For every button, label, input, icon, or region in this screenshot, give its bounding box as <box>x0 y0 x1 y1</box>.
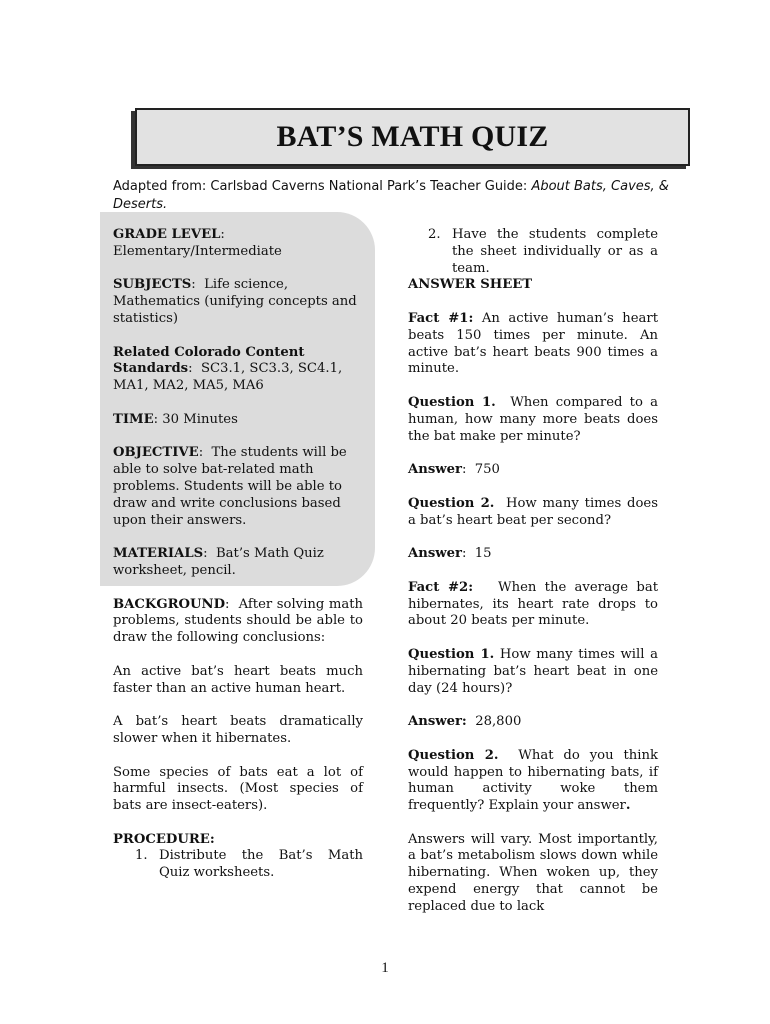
materials: MATERIALS: Bat’s Math Quiz worksheet, pencil. <box>113 546 324 578</box>
background-value: After solving math problems, students should be able to draw the following conclusions: <box>113 596 363 646</box>
left-column <box>113 227 363 882</box>
answer-label: Answer <box>408 546 462 562</box>
answers-will-vary: Answers will vary. Most importantly, a bat’s metabolism slows down while hibernating. When woken up, they expend energy that cannot be replaced due to lack <box>408 831 658 914</box>
grade-value: Elementary/Intermediate <box>113 243 282 259</box>
background: BACKGROUND: After solving math problems, students should be able to draw the following conclusions: <box>113 596 363 646</box>
question-label: Question 2. <box>408 747 499 763</box>
materials-label: MATERIALS <box>113 546 204 562</box>
question-end: . <box>625 798 631 814</box>
answer-value: 28,800 <box>475 714 522 730</box>
question-label: Question 2. <box>408 495 495 511</box>
adapted-source: About Bats, Caves, & Deserts. <box>113 179 669 212</box>
procedure-step <box>408 227 658 277</box>
page-number: 1 <box>381 960 389 976</box>
answer-label: Answer <box>408 462 462 478</box>
answer-value: 15 <box>474 546 492 562</box>
procedure-step <box>113 848 363 882</box>
standards-value: SC3.1, SC3.3, SC4.1, MA1, MA2, MA5, MA6 <box>113 361 343 394</box>
standards-label: Related Colorado Content Standards <box>113 344 305 377</box>
subjects: SUBJECTS: Life science, Mathematics (unifying concepts and statistics) <box>113 277 357 326</box>
background-label: BACKGROUND <box>113 596 226 612</box>
conclusion-1: An active bat’s heart beats much faster than an active human heart. <box>113 663 363 696</box>
objective-label: OBJECTIVE <box>113 445 199 461</box>
fact-1-answer-2: Answer: 15 <box>408 546 492 562</box>
question-label: Question 1. <box>408 646 495 662</box>
step-text: Distribute the Bat’s Math Quiz worksheets. <box>159 848 363 881</box>
fact-1-label: Fact #1: <box>408 310 474 326</box>
answer-label: Answer: <box>408 714 467 730</box>
right-column <box>408 227 658 916</box>
subjects-value: Life science, Mathematics (unifying concepts and statistics) <box>113 277 357 326</box>
fact-2-label: Fact #2: <box>408 579 474 595</box>
fact-1-question-2 <box>408 496 658 530</box>
grade-label: GRADE LEVEL <box>113 227 221 242</box>
objective-value: The students will be able to solve bat-related math problems. Students will be able to draw and write conclusions based upon their answers. <box>113 445 347 528</box>
procedure-label: PROCEDURE: <box>113 831 215 847</box>
time-label: TIME <box>113 411 154 427</box>
fact-1-text: An active human’s heart beats 150 times per minute. An active bat’s heart beats 900 times a minute. <box>408 310 658 377</box>
procedure-list-continued <box>408 227 658 277</box>
step-text: Have the students complete the sheet individually or as a team. <box>452 227 658 276</box>
answer-sheet-heading: ANSWER SHEET <box>408 277 533 293</box>
adapted-from <box>113 178 673 214</box>
fact-2-answer-1 <box>408 714 658 731</box>
answer-value: 750 <box>474 462 500 478</box>
question-text: What do you think would happen to hibernating bats, if human activity woke them frequently? Explain your answer <box>408 747 659 814</box>
question-label: Question 1. <box>408 394 496 410</box>
question-text: How many times does a bat’s heart beat per second? <box>408 495 658 528</box>
procedure-list <box>113 848 363 882</box>
conclusion-3: Some species of bats eat a lot of harmful insects. (Most species of bats are insect-eaters). <box>113 764 363 814</box>
question-text: When compared to a human, how many more beats does the bat make per minute? <box>408 394 658 444</box>
time-value: 30 Minutes <box>162 411 238 427</box>
grade-level: GRADE LEVEL: Elementary/Intermediate <box>113 227 282 259</box>
adapted-prefix: Adapted from: Carlsbad Caverns National Park’s Teacher Guide: <box>113 179 532 194</box>
page-title: BAT’S MATH QUIZ <box>276 119 549 153</box>
conclusion-2: A bat’s heart beats dramatically slower when it hibernates. <box>113 714 363 746</box>
fact-2-question-1 <box>408 647 658 697</box>
question-text: How many times will a hibernating bat’s heart beat in one day (24 hours)? <box>408 646 658 696</box>
step-number: 2. <box>428 227 441 242</box>
fact-1-question-1 <box>408 395 658 445</box>
objective: OBJECTIVE: The students will be able to solve bat-related math problems. Students will be able to draw and write conclusions based upon their answers. <box>113 445 347 528</box>
materials-value: Bat’s Math Quiz worksheet, pencil. <box>113 546 324 578</box>
standards: Related Colorado Content Standards: SC3.1, SC3.3, SC4.1, MA1, MA2, MA5, MA6 <box>113 344 343 394</box>
time: TIME: 30 Minutes <box>113 411 238 427</box>
fact-2-question-2 <box>408 748 658 815</box>
step-number: 1. <box>135 848 148 864</box>
fact-1-answer-1: Answer: 750 <box>408 462 500 478</box>
fact-2 <box>408 580 658 630</box>
fact-1 <box>408 311 658 378</box>
subjects-label: SUBJECTS <box>113 277 192 293</box>
fact-2-text: When the average bat hibernates, its heart rate drops to about 20 beats per minute. <box>408 579 658 629</box>
title-box <box>135 108 690 166</box>
